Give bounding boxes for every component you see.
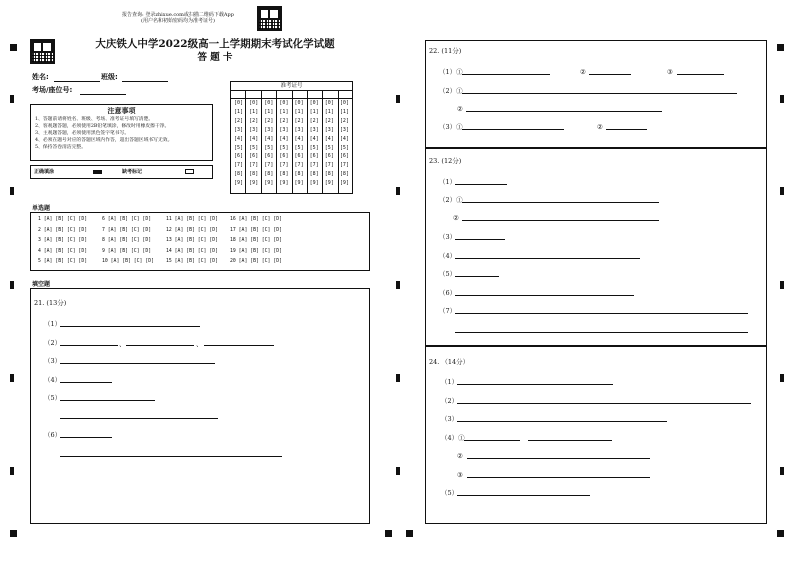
timing-mark — [396, 281, 400, 289]
q21-answer-box — [30, 288, 370, 524]
exam-id-digit-bubble[interactable]: [6] — [294, 153, 304, 160]
q21-part1-answer[interactable] — [60, 326, 200, 327]
q22-part1-answer-a[interactable] — [462, 74, 550, 75]
q24-part3-answer[interactable] — [457, 421, 667, 422]
single-choice-title: 单选题 — [32, 205, 51, 212]
qr-code-icon — [257, 6, 282, 31]
exam-id-write-row-divider — [230, 98, 353, 99]
exam-id-digit-bubble[interactable]: [3] — [264, 126, 274, 133]
q24-part2-label: （2） — [441, 397, 459, 405]
exam-id-digit-bubble[interactable]: [8] — [324, 171, 334, 178]
exam-id-digit-bubble[interactable]: [2] — [249, 117, 259, 124]
q24-part1-answer[interactable] — [457, 384, 613, 385]
q22-part1-answer-b[interactable] — [589, 74, 631, 75]
exam-id-digit-bubble[interactable]: [8] — [279, 171, 289, 178]
q23-part1-label: （1） — [439, 178, 457, 186]
notes-item: 2、客观题答题，必须使用2B铅笔填涂，修改时用橡皮擦干净。 — [35, 124, 170, 129]
single-choice-question[interactable]: 11 [A] [B] [C] [D] — [166, 217, 218, 222]
notes-item: 3、主观题答题，必须使用黑色签字笔书写。 — [35, 131, 130, 136]
single-choice-question[interactable]: 18 [A] [B] [C] [D] — [230, 238, 282, 243]
exam-id-digit-bubble[interactable]: [7] — [309, 162, 319, 169]
exam-id-digit-bubble[interactable]: [4] — [249, 135, 259, 142]
exam-id-digit-bubble[interactable]: [6] — [309, 153, 319, 160]
q24-part4-label: （4）① — [441, 434, 465, 442]
q23-part7-label: （7） — [439, 307, 457, 315]
exam-id-digit-bubble[interactable]: [7] — [339, 162, 349, 169]
timing-mark — [10, 467, 14, 475]
q24-part5-label: （5） — [441, 489, 459, 497]
class-field[interactable] — [122, 81, 168, 82]
q24-part3-label: （3） — [441, 415, 459, 423]
exam-id-column-divider — [276, 90, 277, 194]
q22-part3-answer-a[interactable] — [462, 129, 564, 130]
timing-mark — [780, 281, 784, 289]
q21-part6-answer-a[interactable] — [60, 437, 112, 438]
single-choice-question[interactable]: 2 [A] [B] [C] [D] — [38, 227, 88, 233]
q23-title: 23. (12分) — [429, 157, 462, 165]
exam-id-digit-bubble[interactable]: [9] — [309, 180, 319, 187]
single-choice-question[interactable]: 4 [A] [B] [C] [D] — [38, 248, 88, 254]
exam-id-digit-bubble[interactable]: [8] — [234, 171, 244, 178]
q23-part2-answer-a[interactable] — [462, 202, 659, 203]
exam-id-digit-bubble[interactable]: [4] — [264, 135, 274, 142]
q23-part5-answer[interactable] — [455, 276, 499, 277]
timing-mark — [780, 467, 784, 475]
timing-mark — [10, 374, 14, 382]
single-choice-question[interactable]: 14 [A] [B] [C] [D] — [166, 248, 218, 254]
exam-id-digit-bubble[interactable]: [3] — [294, 126, 304, 133]
single-choice-question[interactable]: 6 [A] [B] [C] [D] — [102, 217, 152, 222]
exam-id-digit-bubble[interactable]: [3] — [249, 126, 259, 133]
exam-id-digit-bubble[interactable]: [4] — [279, 135, 289, 142]
report-notice-line1: 报告查询: 登录zhixue.com或扫描二维码下载App — [122, 12, 234, 18]
single-choice-question[interactable]: 1 [A] [B] [C] [D] — [38, 217, 88, 222]
exam-id-digit-bubble[interactable]: [9] — [264, 180, 274, 187]
exam-id-column-lines — [230, 90, 353, 194]
q21-part2-answer-b[interactable] — [126, 345, 194, 346]
exam-id-digit-bubble[interactable]: [2] — [309, 117, 319, 124]
exam-id-column-divider — [261, 90, 262, 194]
exam-id-digit-bubble[interactable]: [8] — [294, 171, 304, 178]
exam-id-digit-bubble[interactable]: [2] — [264, 117, 274, 124]
timing-mark — [780, 95, 784, 103]
q23-part3-answer[interactable] — [455, 239, 505, 240]
exam-id-digit-bubble[interactable]: [6] — [339, 153, 349, 160]
exam-id-title: 准考证号 — [280, 83, 303, 89]
exam-id-digit-bubble[interactable]: [5] — [264, 144, 274, 151]
exam-id-digit-bubble[interactable]: [5] — [324, 144, 334, 151]
absent-mark-checkbox[interactable] — [185, 169, 194, 174]
q21-part3-label: （3） — [44, 357, 62, 365]
corner-mark-bottom-right — [777, 530, 784, 537]
notes-item: 5、保持答卷清洁完整。 — [35, 145, 87, 150]
exam-id-digit-bubble[interactable]: [0] — [234, 100, 244, 106]
exam-id-column-divider — [338, 90, 339, 194]
timing-mark — [780, 187, 784, 195]
exam-id-digit-bubble[interactable]: [4] — [309, 135, 319, 142]
q21-part2-answer-c[interactable] — [204, 345, 274, 346]
exam-id-column-divider — [292, 90, 293, 194]
exam-id-digit-bubble[interactable]: [9] — [234, 180, 244, 187]
single-choice-question[interactable]: 3 [A] [B] [C] [D] — [38, 238, 88, 243]
q24-part5-answer[interactable] — [457, 495, 590, 496]
timing-mark — [10, 281, 14, 289]
fill-blank-title: 填空题 — [32, 281, 51, 288]
q24-part4-answer-a2[interactable] — [528, 440, 612, 441]
exam-id-digit-bubble[interactable]: [7] — [234, 162, 244, 169]
exam-id-digit-bubble[interactable]: [9] — [324, 180, 334, 187]
q24-title: 24. （14分） — [429, 358, 470, 366]
exam-id-digit-bubble[interactable]: [0] — [339, 100, 349, 106]
q21-part6-label: （6） — [44, 431, 62, 439]
q24-part4-label-c: ③ — [457, 471, 463, 479]
q23-part6-answer[interactable] — [455, 295, 634, 296]
q23-part4-label: （4） — [439, 252, 457, 260]
q23-part7-answer-a[interactable] — [455, 313, 748, 314]
single-choice-question[interactable]: 13 [A] [B] [C] [D] — [166, 238, 218, 243]
q23-part6-label: （6） — [439, 289, 457, 297]
notes-item: 1、答题前请将姓名、班级、考场、准考证号填写清楚。 — [35, 117, 154, 122]
corner-mark-top-right — [777, 44, 784, 51]
name-label: 姓名: — [32, 73, 49, 81]
timing-mark — [10, 95, 14, 103]
timing-mark — [396, 467, 400, 475]
seat-field[interactable] — [80, 94, 126, 95]
notes-title: 注意事项 — [107, 107, 136, 115]
single-choice-question[interactable]: 9 [A] [B] [C] [D] — [102, 248, 152, 254]
single-choice-question[interactable]: 12 [A] [B] [C] [D] — [166, 227, 218, 233]
exam-id-digit-bubble[interactable]: [1] — [294, 108, 304, 115]
exam-id-digit-bubble[interactable]: [5] — [234, 144, 244, 151]
exam-id-digit-bubble[interactable]: [0] — [309, 100, 319, 106]
exam-id-column-divider — [307, 90, 308, 194]
q23-part4-answer[interactable] — [455, 258, 640, 259]
q22-part1-answer-c[interactable] — [677, 74, 724, 75]
single-choice-question[interactable]: 19 [A] [B] [C] [D] — [230, 248, 282, 254]
exam-id-digit-bubble[interactable]: [9] — [294, 180, 304, 187]
q23-part2-label-b: ② — [453, 214, 459, 222]
q24-part4-answer-c[interactable] — [467, 477, 650, 478]
exam-id-digit-bubble[interactable]: [0] — [324, 100, 334, 106]
exam-id-digit-bubble[interactable]: [0] — [264, 100, 274, 106]
q21-part1-label: （1） — [44, 320, 62, 328]
exam-id-digit-bubble[interactable]: [6] — [324, 153, 334, 160]
exam-id-digit-bubble[interactable]: [5] — [249, 144, 259, 151]
q22-part1-label: （1）① — [439, 68, 463, 76]
q22-part2-answer-a[interactable] — [462, 93, 737, 94]
timing-mark — [396, 95, 400, 103]
exam-id-digit-bubble[interactable]: [1] — [339, 108, 349, 115]
exam-id-digit-bubble[interactable]: [2] — [324, 117, 334, 124]
q22-answer-box — [425, 40, 767, 148]
exam-id-digit-bubble[interactable]: [3] — [339, 126, 349, 133]
timing-mark — [396, 374, 400, 382]
exam-id-digit-bubble[interactable]: [8] — [309, 171, 319, 178]
exam-id-digit-bubble[interactable]: [3] — [279, 126, 289, 133]
exam-id-digit-bubble[interactable]: [6] — [279, 153, 289, 160]
exam-id-digit-bubble[interactable]: [7] — [279, 162, 289, 169]
exam-id-digit-bubble[interactable]: [5] — [279, 144, 289, 151]
q24-part4-answer-b[interactable] — [467, 458, 650, 459]
exam-id-digit-bubble[interactable]: [3] — [234, 126, 244, 133]
exam-id-digit-bubble[interactable]: [1] — [264, 108, 274, 115]
q22-part3-label-b: ② — [597, 123, 603, 131]
q21-part2-comma: 、 — [196, 340, 203, 348]
exam-id-digit-bubble[interactable]: [7] — [264, 162, 274, 169]
exam-id-digit-bubble[interactable]: [7] — [294, 162, 304, 169]
exam-id-digit-bubble[interactable]: [7] — [324, 162, 334, 169]
exam-id-digit-bubble[interactable]: [9] — [279, 180, 289, 187]
exam-id-column-divider — [245, 90, 246, 194]
timing-mark — [780, 374, 784, 382]
q21-part5-answer-a[interactable] — [60, 400, 155, 401]
q21-part2-comma: 、 — [119, 340, 126, 348]
q21-title: 21. (13分) — [34, 299, 67, 307]
name-field[interactable] — [54, 81, 100, 82]
correct-fill-label: 正确填涂 — [34, 169, 55, 175]
single-choice-question[interactable]: 17 [A] [B] [C] [D] — [230, 227, 282, 233]
single-choice-question[interactable]: 7 [A] [B] [C] [D] — [102, 227, 152, 233]
q21-part3-answer[interactable] — [60, 363, 215, 364]
page-title: 大庆铁人中学2022级高一上学期期末考试化学试题 — [95, 38, 335, 50]
q22-part2-answer-b[interactable] — [466, 111, 662, 112]
q23-part2-label: （2）① — [439, 196, 463, 204]
class-label: 班级: — [101, 73, 118, 81]
report-notice — [112, 12, 244, 24]
q23-answer-box — [425, 148, 767, 346]
exam-id-digit-bubble[interactable]: [9] — [339, 180, 349, 187]
q21-part5-label: （5） — [44, 394, 62, 402]
q24-part1-label: （1） — [441, 378, 459, 386]
q22-part1-label-b: ② — [580, 68, 586, 76]
exam-id-digit-bubble[interactable]: [0] — [294, 100, 304, 106]
q22-part2-label: （2）① — [439, 87, 463, 95]
single-choice-question[interactable]: 20 [A] [B] [C] [D] — [230, 259, 282, 264]
q21-part2-answer-a[interactable] — [60, 345, 118, 346]
exam-id-digit-bubble[interactable]: [8] — [249, 171, 259, 178]
exam-id-digit-bubble[interactable]: [5] — [339, 144, 349, 151]
q23-part5-label: （5） — [439, 270, 457, 278]
exam-id-digit-bubble[interactable]: [4] — [234, 135, 244, 142]
exam-id-digit-bubble[interactable]: [6] — [264, 153, 274, 160]
q22-part3-label: （3）① — [439, 123, 463, 131]
exam-id-digit-bubble[interactable]: [2] — [234, 117, 244, 124]
single-choice-question[interactable]: 8 [A] [B] [C] [D] — [102, 238, 152, 243]
q21-part4-label: （4） — [44, 376, 62, 384]
exam-id-digit-bubble[interactable]: [1] — [324, 108, 334, 115]
q21-part6-answer-b[interactable] — [60, 456, 282, 457]
q21-part5-answer-b[interactable] — [60, 418, 218, 419]
q23-part2-answer-b[interactable] — [462, 220, 659, 221]
single-choice-question[interactable]: 16 [A] [B] [C] [D] — [230, 217, 282, 222]
q22-part2-label-b: ② — [457, 105, 463, 113]
exam-id-digit-bubble[interactable]: [1] — [249, 108, 259, 115]
corner-mark-bottom-center-right — [406, 530, 413, 537]
exam-id-column-divider — [322, 90, 323, 194]
seat-label: 考场/座位号: — [32, 86, 73, 94]
exam-id-digit-bubble[interactable]: [8] — [264, 171, 274, 178]
exam-id-digit-bubble[interactable]: [4] — [324, 135, 334, 142]
q22-part3-answer-b[interactable] — [606, 129, 647, 130]
page-subtitle: 答 题 卡 — [197, 52, 233, 63]
exam-id-digit-bubble[interactable]: [3] — [309, 126, 319, 133]
exam-id-digit-bubble[interactable]: [1] — [279, 108, 289, 115]
exam-id-digit-bubble[interactable]: [7] — [249, 162, 259, 169]
corner-mark-bottom-center-left — [385, 530, 392, 537]
exam-id-digit-bubble[interactable]: [5] — [294, 144, 304, 151]
exam-id-digit-bubble[interactable]: [4] — [339, 135, 349, 142]
q22-title: 22. (11分) — [429, 47, 462, 55]
exam-id-digit-bubble[interactable]: [5] — [309, 144, 319, 151]
q23-part1-answer[interactable] — [455, 184, 507, 185]
exam-id-digit-bubble[interactable]: [0] — [279, 100, 289, 106]
exam-id-digit-bubble[interactable]: [4] — [294, 135, 304, 142]
correct-fill-sample — [93, 170, 102, 174]
single-choice-question[interactable]: 10 [A] [B] [C] [D] — [102, 259, 154, 264]
q24-answer-box — [425, 346, 767, 524]
exam-id-digit-bubble[interactable]: [6] — [249, 153, 259, 160]
q22-part1-label-c: ③ — [667, 68, 673, 76]
exam-id-digit-bubble[interactable]: [8] — [339, 171, 349, 178]
q21-part2-label: （2） — [44, 339, 62, 347]
notes-box — [30, 104, 213, 161]
exam-id-digit-bubble[interactable]: [0] — [249, 100, 259, 106]
single-choice-grid[interactable] — [38, 215, 294, 267]
q23-part3-label: （3） — [439, 233, 457, 241]
timing-mark — [396, 187, 400, 195]
notes-item: 4、必须在题号对应的答题区域内作答，超出答题区域书写无效。 — [35, 138, 173, 143]
exam-id-digit-bubble[interactable]: [3] — [324, 126, 334, 133]
exam-id-digit-bubble[interactable]: [2] — [339, 117, 349, 124]
q24-part2-answer[interactable] — [457, 403, 751, 404]
q24-part4-label-b: ② — [457, 452, 463, 460]
q23-part7-answer-b[interactable] — [455, 332, 748, 333]
exam-id-digit-bubble[interactable]: [2] — [279, 117, 289, 124]
exam-id-digit-bubble[interactable]: [1] — [309, 108, 319, 115]
timing-mark — [10, 187, 14, 195]
qr-code-icon — [30, 39, 55, 64]
corner-mark-bottom-left — [10, 530, 17, 537]
exam-id-digit-bubble[interactable]: [6] — [234, 153, 244, 160]
q24-part4-answer-a[interactable] — [464, 440, 520, 441]
exam-id-digit-bubble[interactable]: [2] — [294, 117, 304, 124]
corner-mark-top-left — [10, 44, 17, 51]
report-notice-line2: (用户名和初始密码均为准考证号) — [141, 18, 215, 24]
q21-part4-answer[interactable] — [60, 382, 112, 383]
exam-id-digit-bubble[interactable]: [9] — [249, 180, 259, 187]
single-choice-question[interactable]: 15 [A] [B] [C] [D] — [166, 259, 218, 264]
absent-mark-label: 缺考标记 — [122, 169, 143, 175]
single-choice-question[interactable]: 5 [A] [B] [C] [D] — [38, 259, 88, 264]
exam-id-digit-bubble[interactable]: [1] — [234, 108, 244, 115]
